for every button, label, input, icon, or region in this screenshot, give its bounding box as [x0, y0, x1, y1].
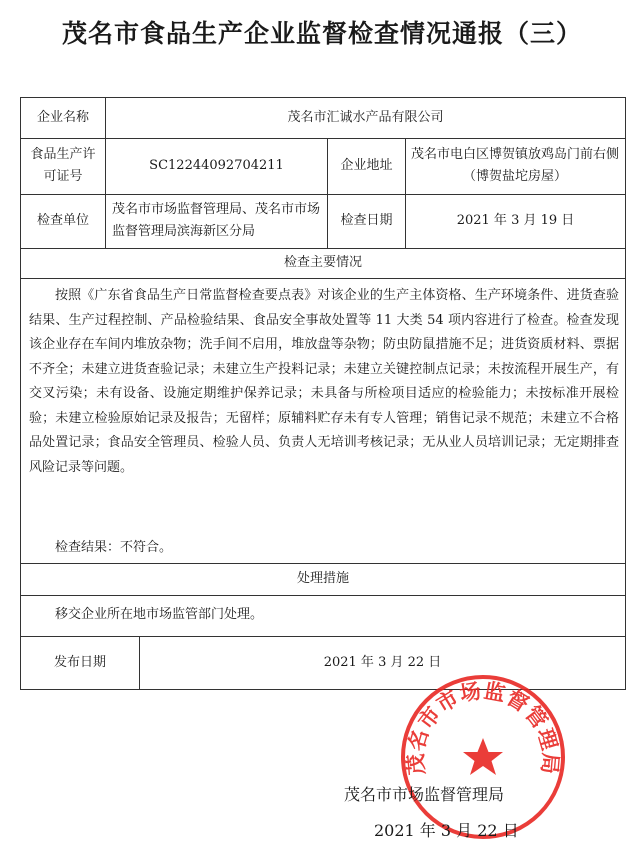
issue-date: 2021 年 3 月 22 日 — [374, 821, 519, 840]
official-seal-icon — [398, 672, 568, 842]
company-name-label: 企业名称 — [36, 110, 89, 125]
license-label: 食品生产许可证号 — [30, 147, 96, 184]
seal-text: 茂名市市场监督管理局 — [403, 678, 563, 776]
inspection-date-value: 2021 年 3 月 19 日 — [456, 213, 575, 228]
inspector-label: 检查单位 — [36, 213, 89, 228]
license-number: SC12244092704211 — [149, 158, 284, 173]
inspection-date-label: 检查日期 — [340, 213, 393, 228]
inspector-value: 茂名市市场监督管理局、茂名市市场监督管理局滨海新区分局 — [112, 202, 321, 239]
address-label: 企业地址 — [340, 158, 393, 173]
measures-header: 处理措施 — [296, 571, 349, 586]
address-value: 茂名市电白区博贺镇放鸡岛门前右侧（博贺盐坨房屋） — [411, 147, 620, 184]
situation-text: 按照《广东省食品生产日常监督检查要点表》对该企业的生产主体资格、生产环境条件、进货查验结果、生产过程控制、产品检验结果、食品安全事故处置等 11 大类 54 项内容进行了检查。检查发现该企业存在车间内堆放杂物；洗手间不启用，堆放盘等杂物；防虫防鼠措施不足；进货资质材料、票据不齐全；未建立进货查验记录；未建立生产投料记录；未建立关键控制点记录；未按流程开展生产，有交叉污染；未有设备、设施定期维护保养记录；未具备与所检项目适应的检验能力；未按标准开展检验；未建立检验原始记录及报告；无留样；原辅料贮存未有专人管理；销售记录不规范；未建立不合格品处置记录；食品安全管理员、检验人员、负责人无培训考核记录；无从业人员培训记录；无定期排查风险记录等问题。 — [29, 288, 619, 475]
measures-text: 移交企业所在地市场监管部门处理。 — [55, 607, 264, 622]
issuer-name: 茂名市市场监督管理局 — [344, 785, 505, 804]
document-title: 茂名市食品生产企业监督检查情况通报（三） — [61, 19, 582, 48]
situation-header: 检查主要情况 — [283, 255, 362, 270]
company-name-value: 茂名市汇诚水产品有限公司 — [287, 110, 444, 125]
inspection-result: 检查结果：不符合。 — [55, 540, 173, 555]
publish-date-label: 发布日期 — [53, 655, 106, 670]
publish-date-value: 2021 年 3 月 22 日 — [323, 655, 442, 670]
inspection-table — [20, 97, 626, 690]
